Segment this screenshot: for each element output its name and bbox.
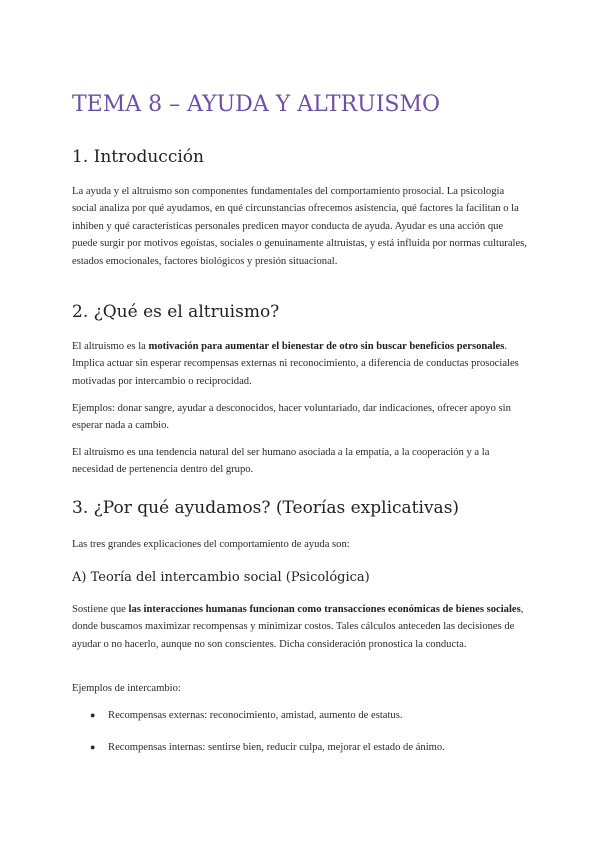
exchange-examples-list [90, 707, 520, 756]
altruism-definition-bold: motivación para aumentar el bienestar de otro sin buscar beneficios personales [148, 341, 505, 352]
examples-label: Ejemplos de intercambio: [72, 683, 181, 694]
section-1-body: La ayuda y el altruismo son componentes fundamentales del comportamiento prosocial. La psicología social analiza por qué ayudamos, en qué circunstancias ofrecemos asistencia, qué factores la facilitan o la inhiben y qué características personales predicen mayor conducta de ayuda. Ayudar es una acción que puede surgir por motivos egoístas, sociales o genuinamente altruistas, y está influida por normas culturales, estados emocionales, factores biológicos y presión situacional. [72, 186, 527, 267]
subsection-a-paragraph [72, 601, 528, 653]
section-2-p1-pre: El altruismo es la [72, 341, 149, 352]
bullet-icon: ● [90, 742, 96, 752]
section-2-paragraph-2: Ejemplos: donar sangre, ayudar a desconocidos, hacer voluntariado, dar indicaciones, ofrecer apoyo sin esperar nada a cambio. [72, 403, 511, 432]
list-item-text: Recompensas internas: sentirse bien, reducir culpa, mejorar el estado de ánimo. [108, 742, 445, 753]
section-3-intro: Las tres grandes explicaciones del comportamiento de ayuda son: [72, 539, 350, 550]
section-2-heading: 2. ¿Qué es el altruismo? [72, 302, 280, 322]
section-2-p1-post: . Implica actuar sin esperar recompensas externas ni reconocimiento, a diferencia de conductas prosociales motivadas por intercambio o reciprocidad. [72, 341, 519, 387]
document-title: TEMA 8 – AYUDA Y ALTRUISMO [72, 92, 441, 117]
section-2-paragraph-3: El altruismo es una tendencia natural del ser humano asociada a la empatía, a la cooperación y a la necesidad de pertenencia dentro del grupo. [72, 447, 490, 476]
social-exchange-bold: las interacciones humanas funcionan como transacciones económicas de bienes sociales [128, 604, 521, 615]
list-item-text: Recompensas externas: reconocimiento, amistad, aumento de estatus. [108, 710, 403, 721]
section-3-heading: 3. ¿Por qué ayudamos? (Teorías explicativas) [72, 498, 460, 518]
subsection-a-p1-post: , donde buscamos maximizar recompensas y minimizar costos. Tales cálculos anteceden las decisiones de ayudar o no hacerlo, aunque no son conscientes. Dicha consideración pronostica la conducta. [72, 604, 524, 650]
list-item [90, 707, 520, 724]
section-1-heading: 1. Introducción [72, 147, 204, 167]
bullet-icon: ● [90, 710, 96, 720]
subsection-a-p1-pre: Sostiene que [72, 604, 129, 615]
list-item [90, 739, 520, 756]
section-2-paragraph-1 [72, 338, 528, 390]
subsection-a-heading: A) Teoría del intercambio social (Psicológica) [72, 570, 370, 585]
